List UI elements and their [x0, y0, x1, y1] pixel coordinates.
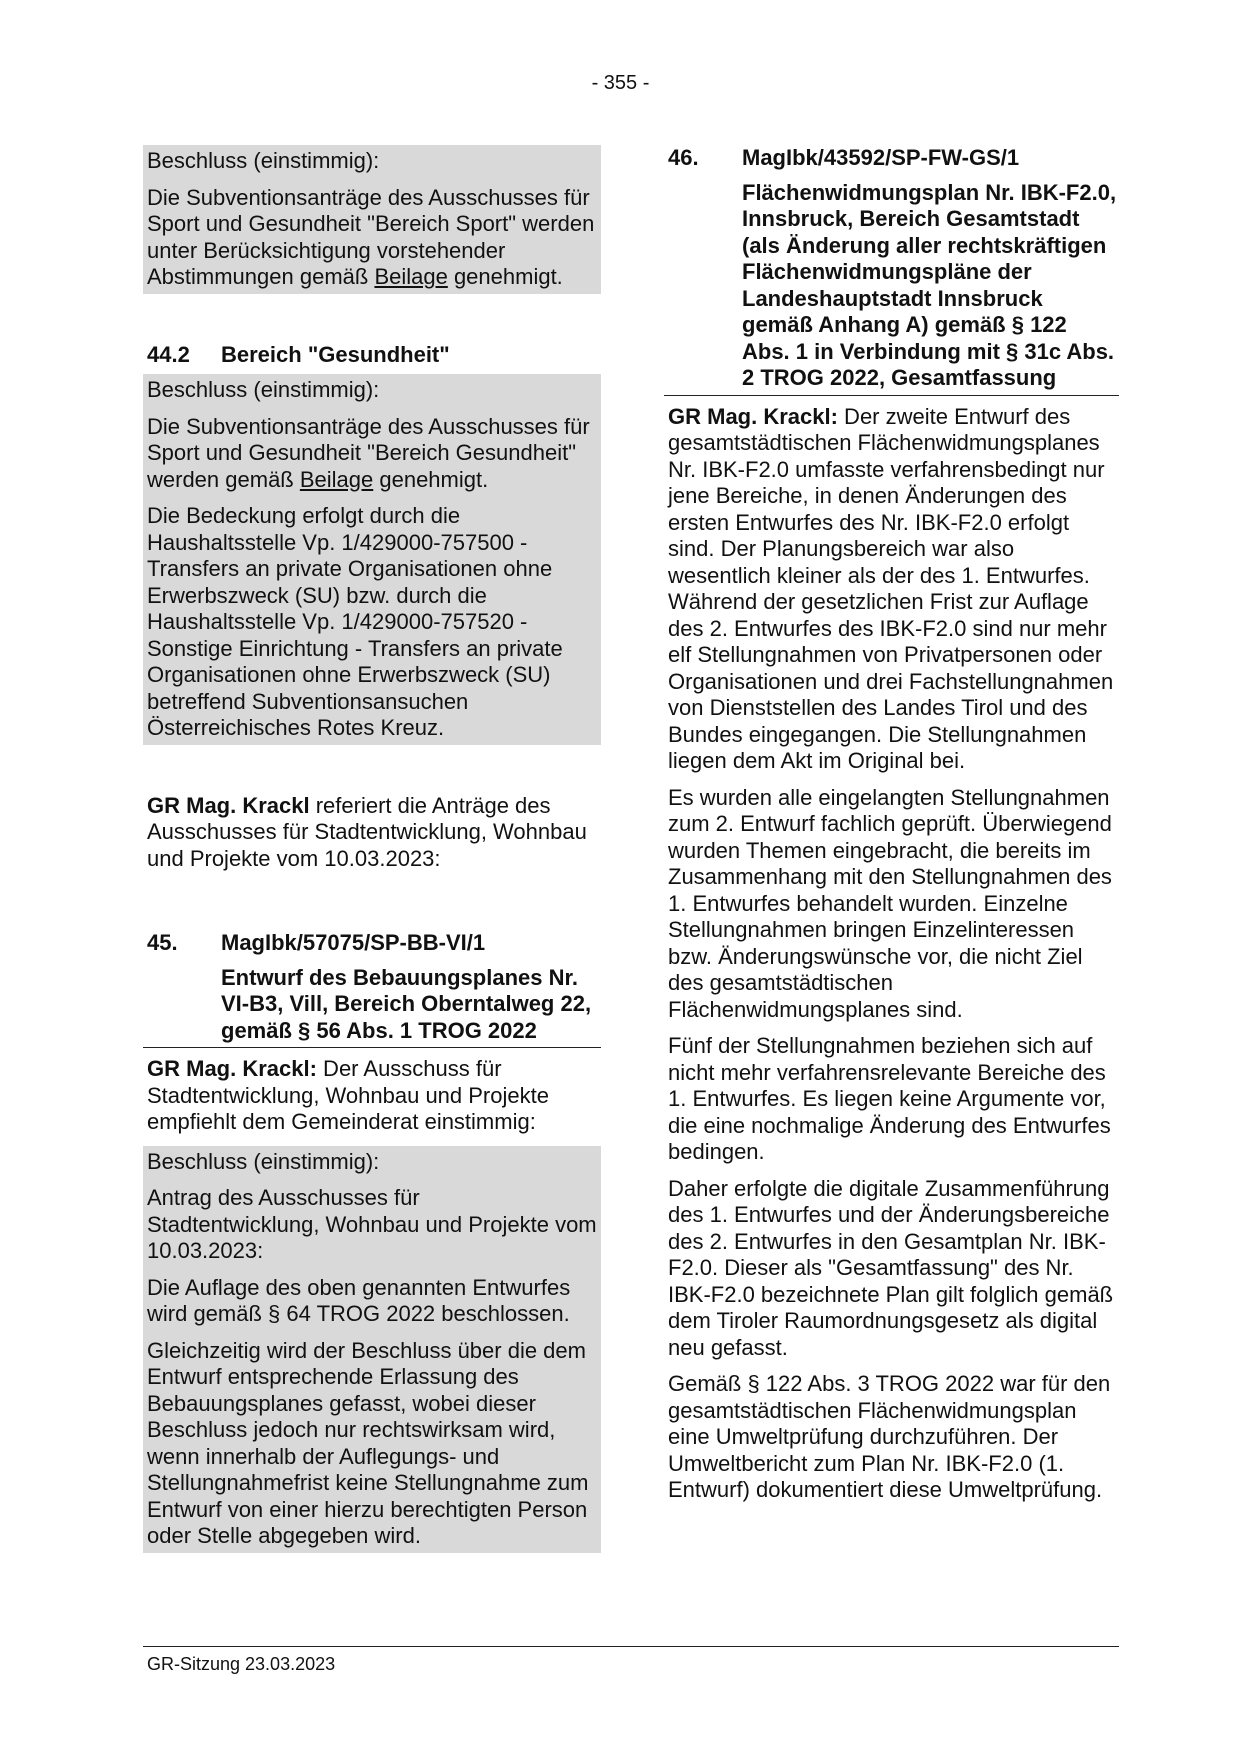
- paragraph: Gemäß § 122 Abs. 3 TROG 2022 war für den gesamtstädtischen Flächenwidmungsplan eine Umweltprüfung durchzuführen. Der Umweltbericht zum Plan Nr. IBK-F2.0 (1. Entwurf) dokumentiert diese Umweltprüfung.: [668, 1371, 1111, 1502]
- section-heading-45: 45. MagIbk/57075/SP-BB-VI/1: [147, 930, 486, 955]
- section-heading-44-2: 44.2 Bereich "Gesundheit": [147, 341, 450, 367]
- page-number: - 355 -: [591, 72, 650, 94]
- motion-text: Antrag des Ausschusses für Stadtentwicklung, Wohnbau und Projekte vom 10.03.2023:: [147, 1185, 597, 1263]
- speaker-statement: GR Mag. Krackl: Der zweite Entwurf des gesamtstädtischen Flächenwidmungsplanes Nr. IBK-F2.0 umfasste verfahrensbedingt nur jene Bereiche, in denen Änderungen des ersten Entwurfes des Nr. IBK-F2.0 erfolgt sind. Der Planungsbereich war also wesentlich kleiner als der des 1. Entwurfes. Während der gesetzlichen Frist zur Auflage des 2. Entwurfes des IBK-F2.0 sind nur mehr elf Stellungnahmen von Privatpersonen oder Organisationen und drei Fachstellungnahmen von Dienststellen des Landes Tirol und des Bundes eingegangen. Die Stellungnahmen liegen dem Akt im Original bei.: [668, 403, 1114, 773]
- beilage-link[interactable]: Beilage: [299, 466, 374, 492]
- paragraph: Fünf der Stellungnahmen beziehen sich auf nicht mehr verfahrensrelevante Bereiche des 1. Entwurfes. Es liegen keine Argumente vor, die eine nochmalige Änderung des Entwurfes bedingen.: [668, 1033, 1111, 1164]
- resolution-box-bebauungsplan: [143, 1146, 601, 1553]
- footer-text: GR-Sitzung 23.03.2023: [147, 1654, 336, 1674]
- beilage-link[interactable]: Beilage: [374, 264, 448, 289]
- footer-divider: [143, 1646, 1119, 1647]
- speaker-intro: GR Mag. Krackl referiert die Anträge des Ausschusses für Stadtentwicklung, Wohnbau und Projekte vom 10.03.2023:: [147, 792, 587, 871]
- resolution-label: Beschluss (einstimmig):: [147, 377, 380, 402]
- auflage-text: Die Auflage des oben genannten Entwurfes wird gemäß § 64 TROG 2022 beschlossen.: [147, 1274, 571, 1326]
- paragraph: Daher erfolgte die digitale Zusammenführung des 1. Entwurfes und der Änderungsbereiche des 2. Entwurfes in den Gesamtplan Nr. IBK-F2.0. Dieser als "Gesamtfassung" des Nr. IBK-F2.0 bezeichnete Plan gilt folglich gemäß dem Tiroler Raumordnungsgesetz als digital neu gefasst.: [668, 1175, 1114, 1360]
- funding-text: Die Bedeckung erfolgt durch die Haushaltsstelle Vp. 1/429000-757500 - Transfers an private Organisationen ohne Erwerbszweck (SU) bzw. durch die Haushaltsstelle Vp. 1/429000-757520 - Sonstige Einrichtung - Transfers an private Organisationen ohne Erwerbszweck (SU) betreffend Subventionsansuchen Österreichisches Rotes Kreuz.: [147, 503, 563, 740]
- section-heading-46: 46. MagIbk/43592/SP-FW-GS/1: [668, 145, 1020, 170]
- resolution-text: Die Subventionsanträge des Ausschusses für Sport und Gesundheit "Bereich Sport" werden unter Berücksichtigung vorstehender Abstimmungen gemäß Beilage genehmigt.: [147, 184, 595, 289]
- resolution-label: Beschluss (einstimmig):: [147, 1148, 380, 1174]
- paragraph: Es wurden alle eingelangten Stellungnahmen zum 2. Entwurf fachlich geprüft. Überwiegend wurden Themen eingebracht, die bereits im Zusammenhang mit den Stellungnahmen des 1. Entwurfes behandelt wurden. Einzelne Stellungnahmen bringen Einzelinteressen bzw. Änderungswünsche vor, die nicht Ziel des gesamtstädtischen Flächenwidmungsplanes sind.: [668, 784, 1112, 1022]
- divider: [664, 395, 1119, 396]
- right-column: [664, 145, 1119, 1514]
- divider: [143, 1047, 601, 1048]
- resolution-text: Die Subventionsanträge des Ausschusses für Sport und Gesundheit "Bereich Gesundheit" werden gemäß Beilage genehmigt.: [147, 413, 590, 492]
- speaker-statement: GR Mag. Krackl: Der Ausschuss für Stadtentwicklung, Wohnbau und Projekte empfiehlt dem Gemeinderat einstimmig:: [147, 1056, 549, 1134]
- section-topic-46: Flächenwidmungsplan Nr. IBK-F2.0, Innsbruck, Bereich Gesamtstadt (als Änderung aller rechtskräftigen Flächenwidmungspläne der Landeshauptstadt Innsbruck gemäß Anhang A) gemäß § 122 Abs. 1 in Verbindung mit § 31c Abs. 2 TROG 2022, Gesamtfassung: [742, 179, 1117, 390]
- resolution-box-sport: [143, 145, 601, 294]
- resolution-box-gesundheit: [143, 374, 601, 745]
- resolution-label: Beschluss (einstimmig):: [147, 148, 380, 173]
- resolution-condition-text: Gleichzeitig wird der Beschluss über die dem Entwurf entsprechende Erlassung des Bebauungsplanes gefasst, wobei dieser Beschluss jedoch nur rechtswirksam wird, wenn innerhalb der Auflegungs- und Stellungnahmefrist keine Stellungnahme zum Entwurf von einer hierzu berechtigten Person oder Stelle abgegeben wird.: [147, 1337, 589, 1548]
- section-topic-45: Entwurf des Bebauungsplanes Nr. VI-B3, Vill, Bereich Oberntalweg 22, gemäß § 56 Abs. 1 TROG 2022: [221, 964, 592, 1043]
- left-column: [143, 145, 601, 1553]
